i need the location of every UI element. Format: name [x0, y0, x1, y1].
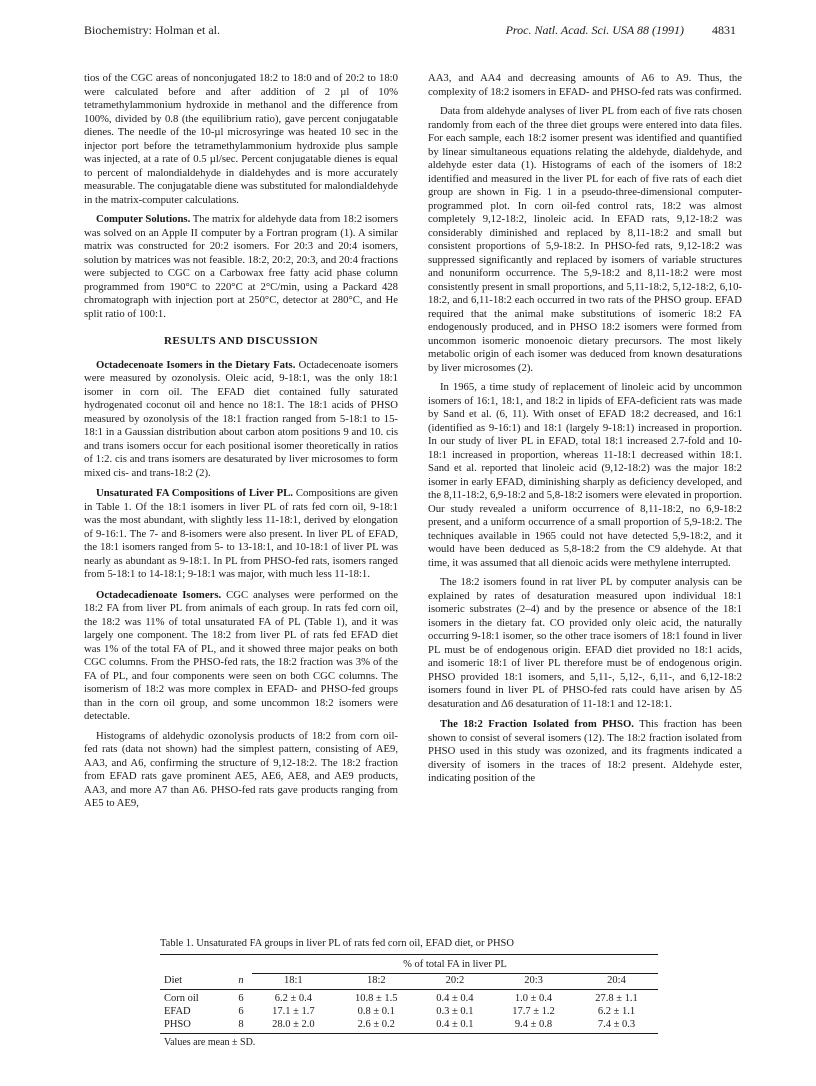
heading-octadecadienoate: Octadecadienoate Isomers. — [96, 588, 222, 601]
text-octadecadienoate: CGC analyses were performed on the 18:2 FA from liver PL from animals of each group. In rats fed corn oil, the 18:2 was 11% of total unsaturated FA of PL (Table 1), and it was largely one component. The 18:2 from liver PL of rats fed EFAD diet was 1% of the total FA of PL, and it showed three major peaks on both CGC columns. From the PHSO-fed rats, the 18:2 fraction was 3% of the FA of PL, and four components were seen on both CGC columns. The isomerism of 18:2 was more complex in EFAD- and PHSO-fed groups than in the corn oil group, and some uncommon 18:2 isomers were detectable. — [84, 588, 398, 722]
heading-computer-solutions: Computer Solutions. — [96, 213, 191, 225]
paragraph-desaturation: The 18:2 isomers found in rat liver PL by computer analysis can be explained by rates of desaturation measured upon individual 18:1 isomeric substrates (2–4) and by the presence or absence of the 18:1 isomers in the dietary fat. CO provided only oleic acid, the naturally occurring 9-18:1 isomer, so the other trace isomers of 18:1 found in liver PL must be of endogenous origin. EFAD diet provided no 18:1 acids, and isomeric 18:1 of liver PL therefore must be of endogenous origin. PHSO provided 18:1 isomers, and 5,11-, 5,12-, 6,11-, and 6,12-18:2 isomers found in liver PL of PHSO-fed rats could have arisen by Δ5 desaturation and Δ6 desaturation of 11-18:1 and 12-18:1. — [428, 576, 742, 710]
table-cell: 17.7 ± 1.2 — [512, 1006, 555, 1017]
paragraph-histograms: Histograms of aldehydic ozonolysis products of 18:2 from corn oil-fed rats (data not shown) had the simplest pattern, consisting of AE9, AA3, and A6, confirming the structure of 9,12-18:2. The 18:2 fraction from EFAD rats gave prominent AE5, AE6, AE8, and AE9 products, AA3, and more A7 than A6. PHSO-fed rats gave products ranging from AE5 to AE9, — [84, 729, 398, 809]
table-cell: 0.4 ± 0.1 — [418, 1018, 492, 1034]
text-phso-fraction: This fraction has been shown to consist of several isomers (12). The 18:2 fraction isolated from PHSO used in this study was ozonized, and its fragments indicated a diversity of isomers in the traces of 18:2 present. Aldehyde ester, indicating position of the — [428, 718, 742, 784]
table-n-header-spacer — [230, 955, 252, 974]
section-title-results: RESULTS AND DISCUSSION — [164, 335, 318, 347]
table-row — [160, 990, 658, 1006]
text-unsaturated-fa: Compositions are given in Table 1. Of the 18:1 isomers in liver PL of rats fed corn oil, 9-18:1 was the most abundant, with slightly less 11-18:1, derived by elongation of 9-16:1. The 7- and 8-isomers were also present. In liver PL of EFAD, the 18:1 isomers ranged from 5- to 13-18:1, and 10-18:1 of liver PL was nearly as abundant as 9-18:1. In PL from PHSO-fed rats, isomers ranged from 5-18:1 to 14-18:1; 9-18:1 was major, with much less 11-18:1. — [84, 487, 398, 580]
table-cell-diet: PHSO — [160, 1018, 230, 1034]
table-cell: 0.8 ± 0.1 — [357, 1006, 395, 1017]
table-cell: 6.2 ± 1.1 — [597, 1006, 636, 1017]
running-head-journal — [506, 22, 736, 38]
table-header-col: 18:2 — [335, 974, 418, 990]
data-table — [160, 954, 658, 1034]
table-footnote: Values are mean ± SD. — [164, 1037, 256, 1048]
paragraph-computer-solutions — [84, 213, 398, 321]
table-cell: 28.0 ± 2.0 — [252, 1018, 335, 1034]
table-cell: 2.6 ± 0.2 — [335, 1018, 418, 1034]
table-1 — [160, 937, 658, 1048]
table-cell: 6.2 ± 0.4 — [274, 993, 312, 1004]
table-cell: 17.1 ± 1.7 — [272, 1006, 315, 1017]
table-cell-n: 6 — [238, 1006, 244, 1017]
table-span-header: % of total FA in liver PL — [252, 955, 658, 974]
table-header-col: 18:1 — [252, 974, 335, 990]
heading-phso-fraction: The 18:2 Fraction Isolated from PHSO. — [440, 718, 634, 730]
running-head-authors: Biochemistry: Holman et al. — [84, 23, 220, 37]
table-cell: 0.3 ± 0.1 — [436, 1006, 474, 1017]
paragraph-1965-study: In 1965, a time study of replacement of linoleic acid by uncommon isomers of 16:1, 18:1, and 18:2 in lipids of EFA-deficient rats was made by Sand et al. (6, 11). With onset of EFAD 18:2 decreased, and 16:1 (identified as 9-16:1) and 18:1 (largely 9-18:1) increased in proportion. In our study of liver PL in EFAD, total 18:1 increased 2.7-fold and 10-18:1 increased in proportion, whereas 11-18:1 decreased within 18:1. Sand et al. reported that linoleic acid (9,12-18:2) was the major 18:2 isomer in early EFAD, diminishing sharply as deficiency developed, and the 8,11-18:2, 6,9-18:2 and 5,8-18:2 isomers were elevated in proportion. Our study revealed a uniform occurrence of 8,11-18:2, no 6,9-18:2 present, and a uniform occurrence of a small proportion of 5,9-18:2. The techniques available in 1965 could not have detected 5,9-18:2, and it would have been deduced as 5,8-18:2 from the C9 aldehyde. At that time, it was assumed that all dienoic acids were methylene interrupted. — [428, 381, 742, 569]
table-header-n: n — [230, 974, 252, 990]
table-row — [160, 1018, 658, 1034]
table-header-diet: Diet — [160, 974, 230, 990]
heading-octadecenoate: Octadecenoate Isomers in the Dietary Fats. — [96, 358, 296, 371]
left-column — [84, 72, 398, 811]
table-cell: 9.4 ± 0.8 — [492, 1018, 575, 1034]
table-cell-diet: EFAD — [164, 1006, 191, 1017]
paragraph-phso-fraction — [428, 718, 742, 786]
heading-unsaturated-fa: Unsaturated FA Compositions of Liver PL. — [96, 487, 293, 499]
paragraph-unsaturated-fa — [84, 487, 398, 582]
text-computer-solutions: The matrix for aldehyde data from 18:2 isomers was solved on an Apple II computer by a Fortran program (1). A similar matrix was constructed for 20:2 isomers. For 20:3 and 20:4 isomers, solution by matrices was not feasible. 18:2, 20:2, 20:3, and 20:4 fractions were subjected to CGC on a Carbowax free fatty acid phase column programmed from 190°C to 220°C at 2°C/min, using a Packard 428 chromatograph with injection port at 250°C, detector at 280°C, and He split ratio of 100:1. — [84, 213, 398, 320]
table-cell: 27.8 ± 1.1 — [595, 993, 638, 1004]
table-caption: Table 1. Unsaturated FA groups in liver PL of rats fed corn oil, EFAD diet, or PHSO — [160, 938, 514, 949]
table-cell-n: 6 — [238, 993, 244, 1004]
paragraph-methods-continued: tios of the CGC areas of nonconjugated 18:2 to 18:0 and of 20:2 to 18:0 were calculated before and after addition of 2 µl of 10% tetramethylammonium hydroxide in methanol and the difference from 100%, divided by 0.8 (the equilibrium ratio), gave percent conjugatable dienes. The needle of the 10-µl microsyringe was heated 10 sec in the injector port before the tetramethylammonium hydroxide plus sample was injected, at a rate of 0.5 µl/sec. Percent conjugatable dienes is equal to percent of malondialdehyde in dialdehydes and is more accurately measurable. The conjugatable diene was substituted for malondialdehyde in the matrix-computer calculations. — [84, 72, 398, 206]
text-octadecenoate: Octadecenoate isomers were measured by ozonolysis. Oleic acid, 9-18:1, was the only 18:1 isomer in corn oil. The EFAD diet contained fully saturated hydrogenated coconut oil and hence no 18:1. The 18:1 acids of PHSO measured by ozonolysis of the 18:1 fraction ranged from 5-18:1 to 15-18:1 in a Gaussian distribution about carbon atom positions 9 and 10. cis and trans isomers occur for each positional isomer theoretically in ratios of 1:2. cis and trans isomers are desaturated by liver microsomes to form mixed cis- and trans-18:2 (2). — [84, 358, 399, 479]
paragraph-complexity: AA3, and AA4 and decreasing amounts of A6 to A9. Thus, the complexity of 18:2 isomers in EFAD- and PHSO-fed rats was confirmed. — [428, 72, 742, 98]
table-header-col: 20:3 — [492, 974, 575, 990]
table-cell: 1.0 ± 0.4 — [514, 993, 553, 1004]
table-cell-diet: Corn oil — [164, 993, 199, 1004]
running-head — [84, 22, 736, 38]
table-row — [160, 1005, 658, 1018]
paragraph-aldehyde-analyses: Data from aldehyde analyses of liver PL from each of five rats chosen randomly from each of the three diet groups were entered into data files. For each sample, each 18:2 isomer present was identified and quantified by linear simultaneous equations relating the aldehyde, dialdehyde, and aldehyde ester data (1). Histograms of each of the isomers of 18:2 identified and measured in the liver PL for each of five rats of each diet group are shown in Fig. 1 in a pseudo-three-dimensional computer-programmed plot. In corn oil-fed control rats, 18:2 was almost completely 9,12-18:2, linoleic acid. In EFAD rats, 9,12-18:2 was considerably diminished and replaced by 8,11-18:2 and small but consistent proportions of 5,9-18:2. In PHSO-fed rats, 9,12-18:2 was suppressed significantly and replaced by isomers of variable structures and nonuniform occurrence. The 5,9-18:2 and 8,11-18:2 were most consistently present in small proportions, and 5,11-18:2, 5,12-18:2, 6,10-18:2, and 6,11-18:2 each occurred in two rats of the PHSO group. EFAD required that the animal make substitutions of isomeric 18:2 FA endogenously produced, and in PHSO 18:2 isomers were formed from uncommon isomeric monoenoic dietary precursors. The most likely metabolic origin of each isomer was deduced from known desaturations by liver microsomes (2). — [428, 105, 742, 374]
paragraph-octadecenoate — [84, 359, 398, 481]
table-header-col: 20:4 — [575, 974, 658, 990]
right-column — [428, 72, 742, 786]
table-diet-header-spacer — [160, 955, 230, 974]
journal-citation: Proc. Natl. Acad. Sci. USA 88 (1991) — [505, 23, 684, 37]
table-cell: 10.8 ± 1.5 — [355, 993, 398, 1004]
table-cell: 0.4 ± 0.4 — [436, 993, 474, 1004]
page-number: 4831 — [712, 23, 736, 37]
table-cell: 7.4 ± 0.3 — [575, 1018, 658, 1034]
table-cell-n: 8 — [230, 1018, 252, 1034]
table-header-col: 20:2 — [418, 974, 492, 990]
paragraph-octadecadienoate — [84, 589, 398, 724]
